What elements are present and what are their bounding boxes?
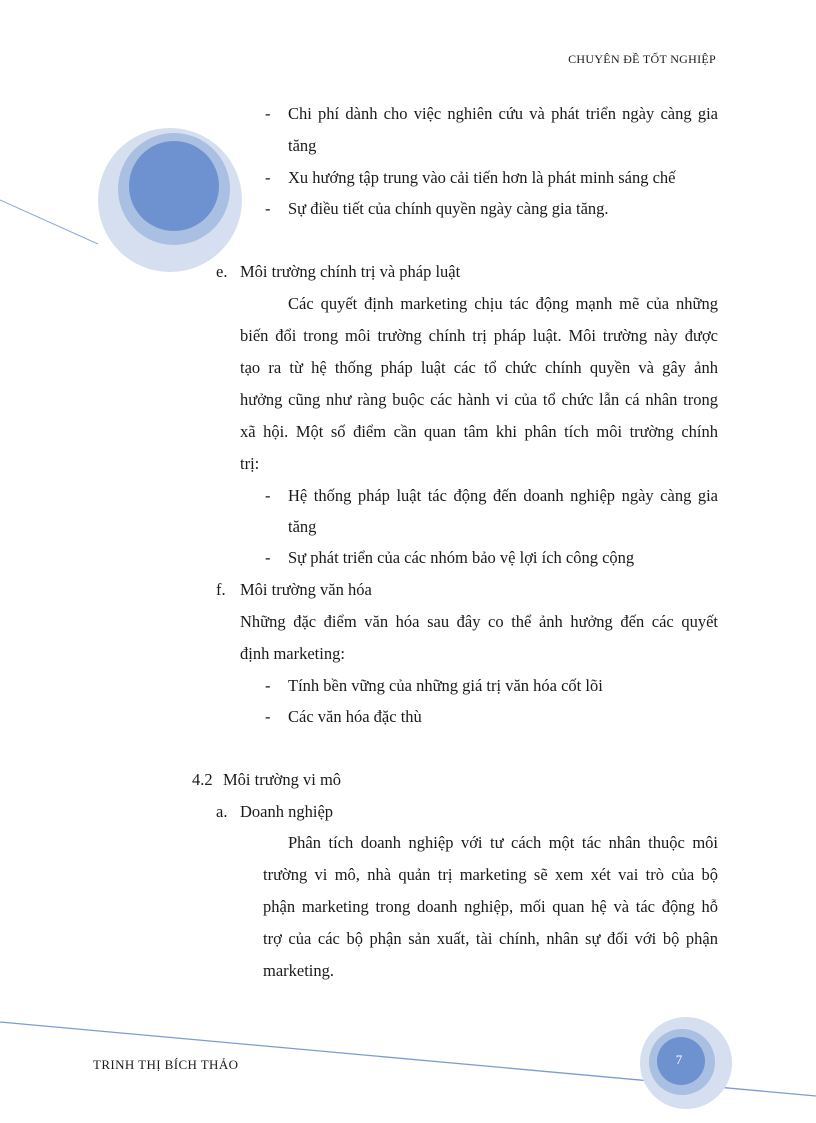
bullet-text: Hệ thống pháp luật tác động đến doanh nghiệp ngày càng gia	[288, 486, 718, 505]
section-42-marker: 4.2	[192, 770, 213, 789]
bullet-text: Sự phát triển của các nhóm bảo vệ lợi ích công cộng	[288, 548, 635, 567]
bullet-dash: -	[265, 199, 271, 218]
page-number: 7	[675, 1052, 683, 1067]
document-header: CHUYÊN ĐỀ TỐT NGHIỆP	[568, 52, 716, 66]
section-a-title: Doanh nghiệp	[240, 802, 334, 821]
paragraph-line: biến đổi trong môi trường chính trị pháp luật. Môi trường này được	[240, 326, 718, 345]
top-circle-emblem	[98, 128, 242, 272]
section-a-marker: a.	[216, 802, 228, 821]
paragraph-line: định marketing:	[240, 644, 345, 663]
paragraph-line: trợ của các bộ phận sản xuất, tài chính, nhân sự đối với bộ phận	[263, 929, 718, 948]
paragraph-line: Các quyết định marketing chịu tác động mạnh mẽ của những	[288, 294, 718, 313]
paragraph-line: Phân tích doanh nghiệp với tư cách một tác nhân thuộc môi	[288, 833, 718, 852]
section-42-title: Môi trường vi mô	[223, 770, 342, 789]
bullet-text: Chi phí dành cho việc nghiên cứu và phát triển ngày càng gia	[288, 104, 718, 123]
footer-author: TRINH THỊ BÍCH THẢO	[93, 1057, 239, 1072]
bullet-dash: -	[265, 548, 271, 567]
bullet-dash: -	[265, 486, 271, 505]
bullet-text: Xu hướng tập trung vào cải tiến hơn là phát minh sáng chế	[288, 168, 676, 187]
paragraph-line: hưởng cũng như ràng buộc các hành vi của tổ chức lẫn cá nhân trong	[240, 390, 718, 409]
paragraph-line: tạo ra từ hệ thống pháp luật các tổ chức chính quyền và gây ảnh	[240, 358, 718, 377]
bullet-dash: -	[265, 707, 271, 726]
bullet-text: Tính bền vững của những giá trị văn hóa cốt lõi	[288, 676, 603, 695]
paragraph-line: xã hội. Một số điểm cần quan tâm khi phân tích môi trường chính	[240, 422, 718, 441]
paragraph-line: Những đặc điểm văn hóa sau đây co thể ảnh hưởng đến các quyết	[240, 612, 718, 631]
section-e-title: Môi trường chính trị và pháp luật	[240, 262, 461, 281]
bullet-text-continued: tăng	[288, 136, 317, 155]
bullet-dash: -	[265, 104, 271, 123]
section-e-marker: e.	[216, 262, 228, 281]
section-f-title: Môi trường văn hóa	[240, 580, 372, 599]
paragraph-line: trường vi mô, nhà quản trị marketing sẽ xem xét vai trò của bộ	[263, 865, 718, 884]
paragraph-line: trị:	[240, 454, 260, 473]
bullet-text-continued: tăng	[288, 517, 317, 536]
bullet-text: Sự điều tiết của chính quyền ngày càng gia tăng.	[288, 199, 609, 218]
bullet-dash: -	[265, 676, 271, 695]
paragraph-line: phận marketing trong doanh nghiệp, mối quan hệ và tác động hỗ	[263, 897, 718, 916]
bullet-text: Các văn hóa đặc thù	[288, 707, 422, 726]
top-left-rule	[0, 200, 98, 244]
paragraph-line: marketing.	[263, 961, 335, 980]
section-f-marker: f.	[216, 580, 226, 599]
bullet-dash: -	[265, 168, 271, 187]
